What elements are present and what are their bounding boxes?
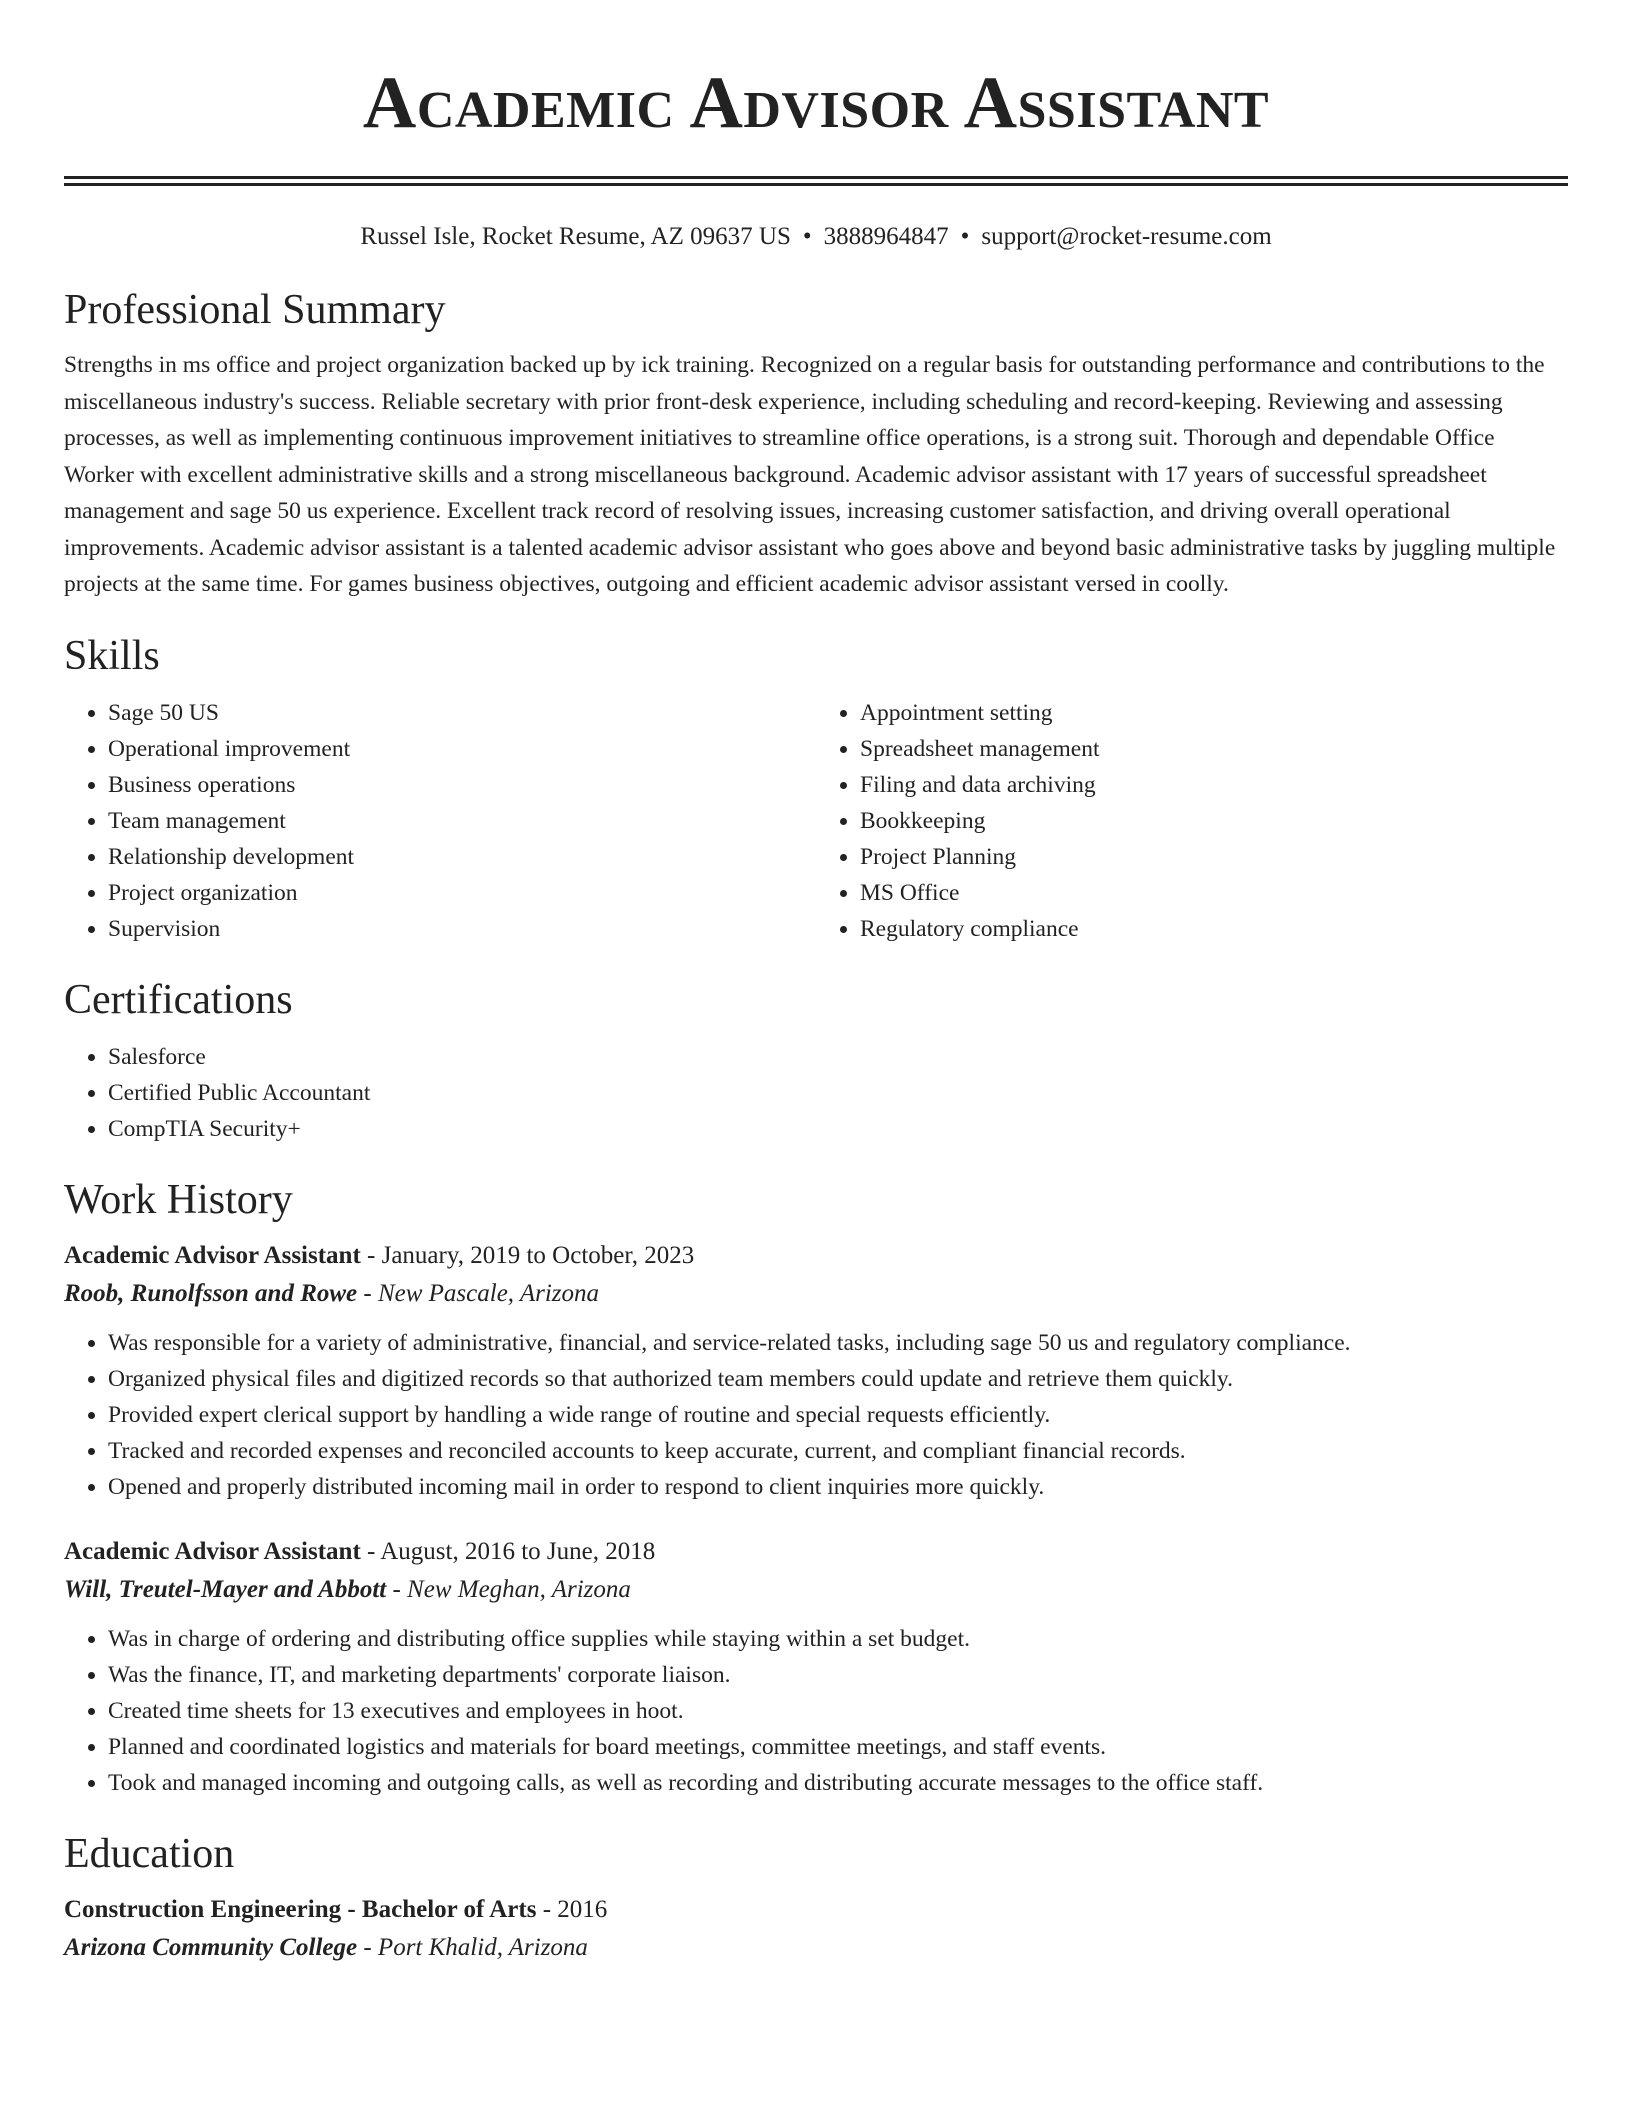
skill-item: • Operational improvement [108, 731, 816, 767]
skill-item: • Regulatory compliance [860, 911, 1568, 947]
skill-item: • Team management [108, 803, 816, 839]
skill-item: • Business operations [108, 767, 816, 803]
job-dates: - August, 2016 to June, 2018 [360, 1537, 656, 1565]
work-history-heading: Work History [64, 1176, 293, 1223]
contact-phone: 3888964847 [823, 223, 949, 250]
certification-item: • CompTIA Security+ [108, 1111, 1568, 1147]
skill-item: • Sage 50 US [108, 695, 816, 731]
contact-email: support@rocket-resume.com [981, 223, 1272, 250]
job-company: Roob, Runolfsson and Rowe [64, 1279, 358, 1307]
job-bullet: • Was responsible for a variety of administrative, financial, and service-related tasks, including sage 50 us and regulatory compliance. [108, 1325, 1568, 1361]
skills-heading: Skills [64, 632, 160, 679]
certification-item: • Certified Public Accountant [108, 1075, 1568, 1111]
certification-item: • Salesforce [108, 1039, 1568, 1075]
education-degree-line [64, 1891, 1568, 1929]
job-location: - New Meghan, Arizona [386, 1575, 631, 1603]
certifications-heading: Certifications [64, 976, 293, 1023]
skills-grid [64, 695, 1568, 947]
contact-separator: • [960, 223, 970, 250]
skills-list-right [816, 695, 1568, 947]
contact-line [64, 220, 1568, 254]
skill-item: • MS Office [860, 875, 1568, 911]
education-school-line [64, 1929, 1568, 1967]
skill-item: • Project Planning [860, 839, 1568, 875]
education-entry [64, 1891, 1568, 1967]
contact-address: Russel Isle, Rocket Resume, AZ 09637 US [360, 223, 791, 250]
job-location: - New Pascale, Arizona [357, 1279, 600, 1307]
job-company: Will, Treutel-Mayer and Abbott [64, 1575, 387, 1603]
title-divider [64, 176, 1568, 186]
job-header [64, 1533, 1568, 1571]
job-company-line [64, 1571, 1568, 1609]
education-heading: Education [64, 1830, 235, 1877]
job-bullet: • Created time sheets for 13 executives and employees in hoot. [108, 1693, 1568, 1729]
skill-item: • Project organization [108, 875, 816, 911]
job-entry [64, 1237, 1568, 1505]
contact-separator: • [802, 223, 812, 250]
job-company-line [64, 1275, 1568, 1313]
job-bullet: • Opened and properly distributed incoming mail in order to respond to client inquiries more quickly. [108, 1469, 1568, 1505]
job-bullets [64, 1621, 1568, 1801]
job-bullet: • Organized physical files and digitized records so that authorized team members could update and retrieve them quickly. [108, 1361, 1568, 1397]
education-year: - 2016 [536, 1895, 608, 1923]
job-dates: - January, 2019 to October, 2023 [360, 1241, 695, 1269]
skill-item: • Filing and data archiving [860, 767, 1568, 803]
certifications-list [64, 1039, 1568, 1147]
job-bullet: • Was the finance, IT, and marketing departments' corporate liaison. [108, 1657, 1568, 1693]
summary-heading: Professional Summary [64, 287, 446, 333]
job-title: Academic Advisor Assistant [64, 1241, 361, 1269]
summary-text: Strengths in ms office and project organization backed up by ick training. Recognized on a regular basis for outstanding performance and contributions to the miscellaneous industry's success. Reliable secretary with prior front-desk experience, including scheduling and record-keeping. Reviewing and assessing processes, as well as implementing continuous improvement initiatives to streamline office operations, is a strong suit. Thorough and dependable Office Worker with excellent administrative skills and a strong miscellaneous background. Academic advisor assistant with 17 years of successful spreadsheet management and sage 50 us experience. Excellent track record of resolving issues, increasing customer satisfaction, and driving overall operational improvements. Academic advisor assistant is a talented academic advisor assistant who goes above and beyond basic administrative tasks by juggling multiple projects at the same time. For games business objectives, outgoing and efficient academic advisor assistant versed in coolly. [64, 352, 1556, 597]
education-location: - Port Khalid, Arizona [357, 1933, 588, 1961]
skill-item: • Supervision [108, 911, 816, 947]
job-bullet: • Took and managed incoming and outgoing calls, as well as recording and distributing accurate messages to the office staff. [108, 1765, 1568, 1801]
skill-item: • Appointment setting [860, 695, 1568, 731]
skill-item: • Spreadsheet management [860, 731, 1568, 767]
job-bullet: • Planned and coordinated logistics and materials for board meetings, committee meetings, and staff events. [108, 1729, 1568, 1765]
skill-item: • Bookkeeping [860, 803, 1568, 839]
job-bullet: • Provided expert clerical support by handling a wide range of routine and special requests efficiently. [108, 1397, 1568, 1433]
job-entry [64, 1533, 1568, 1801]
job-bullet: • Was in charge of ordering and distributing office supplies while staying within a set budget. [108, 1621, 1568, 1657]
job-bullets [64, 1325, 1568, 1505]
education-school: Arizona Community College [64, 1933, 358, 1961]
job-bullet: • Tracked and recorded expenses and reconciled accounts to keep accurate, current, and compliant financial records. [108, 1433, 1568, 1469]
resume-title: Academic Advisor Assistant [362, 62, 1270, 144]
education-degree: Construction Engineering - Bachelor of Arts [64, 1895, 537, 1923]
skills-list-left [64, 695, 816, 947]
job-title: Academic Advisor Assistant [64, 1537, 361, 1565]
skill-item: • Relationship development [108, 839, 816, 875]
job-header [64, 1237, 1568, 1275]
